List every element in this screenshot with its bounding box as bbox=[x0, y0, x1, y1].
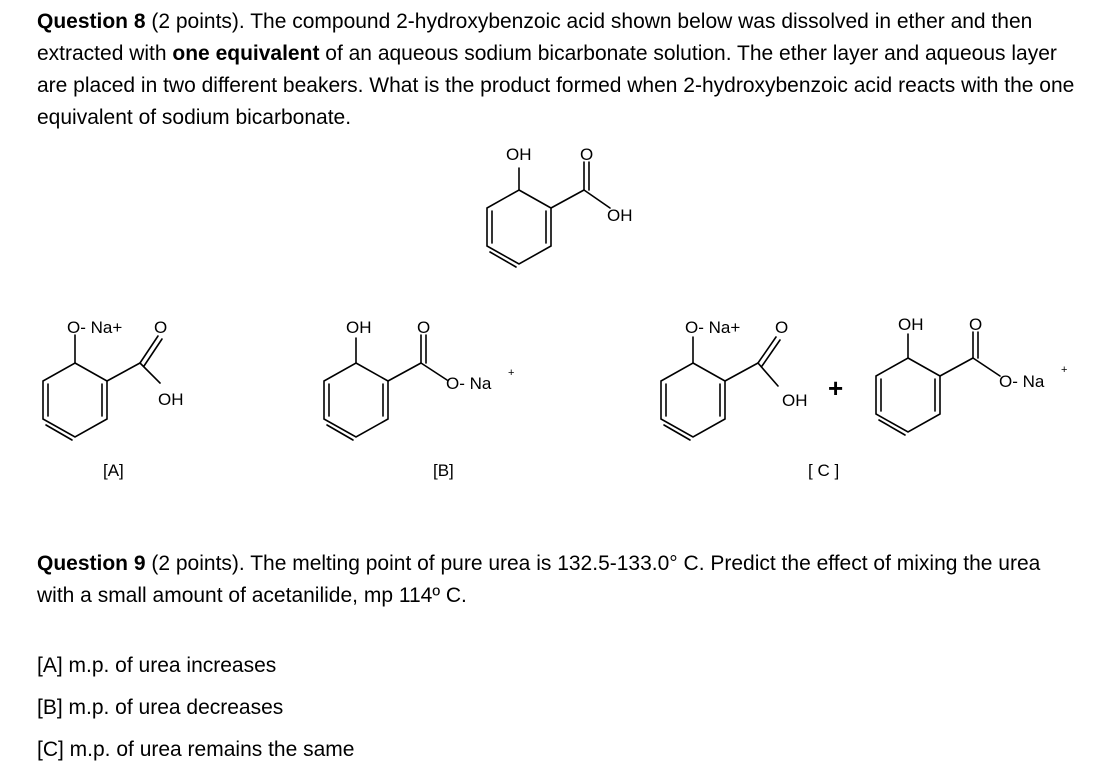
a-acid-oh-label: OH bbox=[158, 390, 184, 409]
b-caption: [B] bbox=[433, 461, 454, 480]
c-carbonyl-o2-label: O bbox=[969, 315, 983, 334]
answer-options bbox=[37, 645, 354, 771]
option-b: [B] m.p. of urea decreases bbox=[37, 696, 284, 719]
structure-c-right bbox=[876, 332, 1000, 435]
b-carbonyl-o-label: O bbox=[417, 318, 431, 337]
a-o-na-label: O- Na+ bbox=[67, 318, 123, 337]
main-oh-top-label: OH bbox=[506, 145, 532, 164]
structure-a bbox=[43, 335, 162, 440]
structure-main bbox=[487, 162, 610, 267]
question-9-text bbox=[37, 548, 1082, 612]
option-c: [C] m.p. of urea remains the same bbox=[37, 738, 355, 761]
main-carbonyl-o-label: O bbox=[580, 145, 594, 164]
structure-b bbox=[324, 335, 447, 440]
b-charge-label: + bbox=[508, 367, 515, 379]
question-9-heading: Question 9 bbox=[37, 552, 146, 575]
c-caption: [ C ] bbox=[808, 461, 840, 480]
c-o-na-label: O- Na+ bbox=[685, 318, 741, 337]
main-acid-oh-label: OH bbox=[607, 206, 633, 225]
option-a: [A] m.p. of urea increases bbox=[37, 654, 277, 677]
c-acid-oh-label: OH bbox=[782, 391, 808, 410]
structure-c-left bbox=[661, 337, 780, 440]
question-8-bold-phrase: one equivalent bbox=[172, 42, 320, 65]
c-carbonyl-o-label: O bbox=[775, 318, 789, 337]
question-8-heading: Question 8 bbox=[37, 10, 146, 33]
c-oh-top-label: OH bbox=[898, 315, 924, 334]
b-o-na-label: O- Na bbox=[446, 374, 492, 393]
question-8-rest: of an aqueous sodium bicarbonate solution. The ether layer and aqueous layer are placed in two different beakers. What is the product formed when 2-hydroxybenzoic acid reacts with the one equivalent of sodium bicarbonate. bbox=[37, 42, 1075, 129]
c-charge2-label: + bbox=[1061, 364, 1068, 376]
question-8-points: (2 points). The compound 2-hydroxybenzoic acid shown below was dissolved in ether and then extracted with bbox=[37, 10, 1033, 65]
b-oh-top-label: OH bbox=[346, 318, 372, 337]
question-9-body: (2 points). The melting point of pure urea is 132.5-133.0° C. Predict the effect of mixing the urea with a small amount of acetanilide, mp 114º C. bbox=[37, 552, 1041, 607]
c-plus-sign: + bbox=[828, 373, 844, 403]
a-carbonyl-o-label: O bbox=[154, 318, 168, 337]
a-caption: [A] bbox=[103, 461, 124, 480]
c-o-na2-label: O- Na bbox=[999, 372, 1045, 391]
